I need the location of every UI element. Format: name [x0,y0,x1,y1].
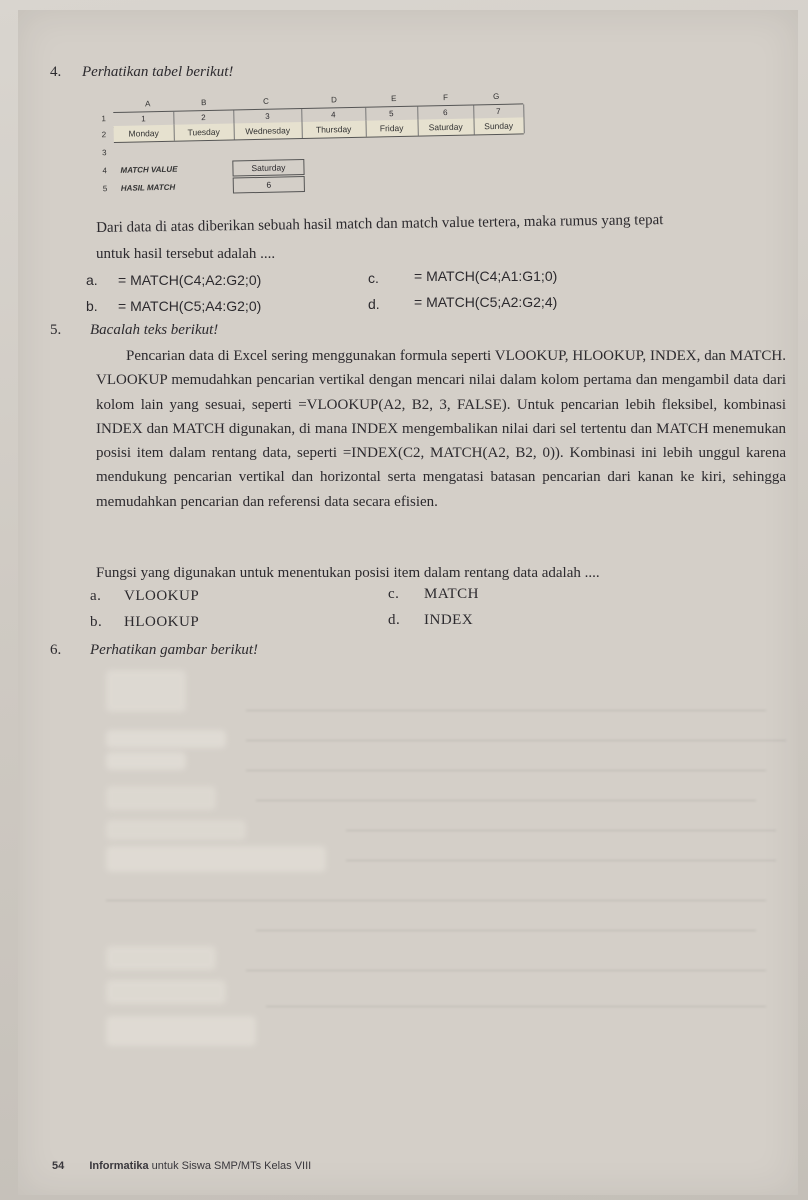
col-header-c: C [262,96,269,106]
question-5-prompt: Bacalah teks berikut! [90,322,219,338]
code-block [106,730,226,748]
question-4-number: 4. [50,64,62,80]
question-4-stem-line-1: Dari data di atas diberikan sebuah hasil match dan match value tertera, maka rumus yang tepat [96,212,664,236]
sheet-cell: Thursday [302,121,367,138]
code-block [106,752,186,770]
sheet-cell: Monday [114,125,175,142]
q4-option-c-text: = MATCH(C4;A1:G1;0) [414,268,558,284]
code-block [106,670,186,712]
sheet-cell: Wednesday [234,122,303,139]
footer-book-subtitle: untuk Siswa SMP/MTs Kelas VIII [151,1160,312,1172]
question-5-question: Fungsi yang digunakan untuk menentukan posisi item dalam rentang data adalah .... [96,565,600,581]
code-block [106,946,216,970]
spreadsheet-snippet [101,91,535,220]
sheet-cell: 5 [365,107,418,122]
row-number-3: 3 [102,148,107,158]
row-number-5: 5 [102,184,108,194]
q4-option-b-text: = MATCH(C5;A4:G2;0) [118,298,262,314]
question-5-number: 5. [50,322,62,338]
match-value-label: MATCH VALUE [120,164,178,175]
sheet-cell: Friday [365,120,418,137]
page-footer [52,1160,311,1172]
q5-option-c-text: MATCH [424,586,480,602]
textbook-page [18,10,798,1195]
code-block [106,1016,256,1046]
code-block [106,786,216,810]
q5-option-a-text: VLOOKUP [124,588,200,604]
page-number: 54 [52,1160,65,1172]
sheet-cell: 1 [113,112,174,127]
question-6-prompt: Perhatikan gambar berikut! [90,642,259,658]
match-result-cell: 6 [233,176,305,194]
q4-option-b-letter: b. [86,298,98,314]
sheet-cell: Tuesday [174,123,235,140]
q5-option-a-letter: a. [90,588,102,604]
col-header-f: F [442,92,449,103]
q4-option-a-text: = MATCH(C4;A2:G2;0) [118,272,262,288]
sheet-cell: Saturday [417,118,474,135]
col-header-a: A [144,99,151,109]
col-header-g: G [492,91,500,102]
row-number-2: 2 [101,130,107,140]
sheet-cell: 2 [173,110,234,125]
q4-option-d-letter: d. [368,296,380,312]
sheet-cell: 6 [417,105,474,120]
q5-option-d-letter: d. [388,612,401,628]
row-number-1: 1 [101,114,106,124]
q5-option-b-letter: b. [90,614,103,630]
col-header-b: B [200,98,207,108]
sheet-cell: 4 [301,108,366,123]
sheet-cell: 3 [233,109,302,124]
question-5-passage: Pencarian data di Excel sering menggunakan formula seperti VLOOKUP, HLOOKUP, INDEX, dan MATCH. VLOOKUP memudahkan pencarian vertikal dengan mencari nilai dalam kolom pertama dan mengambil data dari kolom lain yang sesuai, seperti =VLOOKUP(A2, B2, 3, FALSE). Untuk pencarian lebih fleksibel, kombinasi INDEX dan MATCH digunakan, di mana INDEX mengembalikan nilai dari sel tertentu dan MATCH menemukan posisi item dalam rentang data, seperti =INDEX(C2, MATCH(A2, B2, 0)). Kombinasi ini lebih unggul karena mendukung pencarian vertikal dan horizontal serta mengatasi batasan pencarian dari kanan ke kiri, sehingga memudahkan pencarian dan referensi data secara efisien. [96,348,786,510]
q4-option-c-letter: c. [368,270,379,286]
code-block [106,846,326,872]
col-header-d: D [330,95,337,105]
footer-book-title: Informatika [89,1160,149,1172]
q4-option-a-letter: a. [86,272,98,288]
question-6-number: 6. [50,642,62,658]
q5-option-b-text: HLOOKUP [124,614,200,630]
q5-option-c-letter: c. [388,586,400,602]
row-number-4: 4 [102,166,108,176]
match-value-cell: Saturday [232,159,304,177]
code-block [106,980,226,1004]
match-result-label: HASIL MATCH [120,182,176,193]
question-4-stem-line-2: untuk hasil tersebut adalah .... [96,246,276,262]
question-4-prompt: Perhatikan tabel berikut! [82,64,234,80]
code-block [106,820,246,840]
col-header-e: E [390,94,397,104]
q4-option-d-text: = MATCH(C5;A2:G2;4) [414,294,558,310]
q5-option-d-text: INDEX [424,612,474,628]
sheet-cell: Sunday [473,117,524,134]
sheet-cell: 7 [473,104,524,119]
block-code-image [106,670,786,1090]
